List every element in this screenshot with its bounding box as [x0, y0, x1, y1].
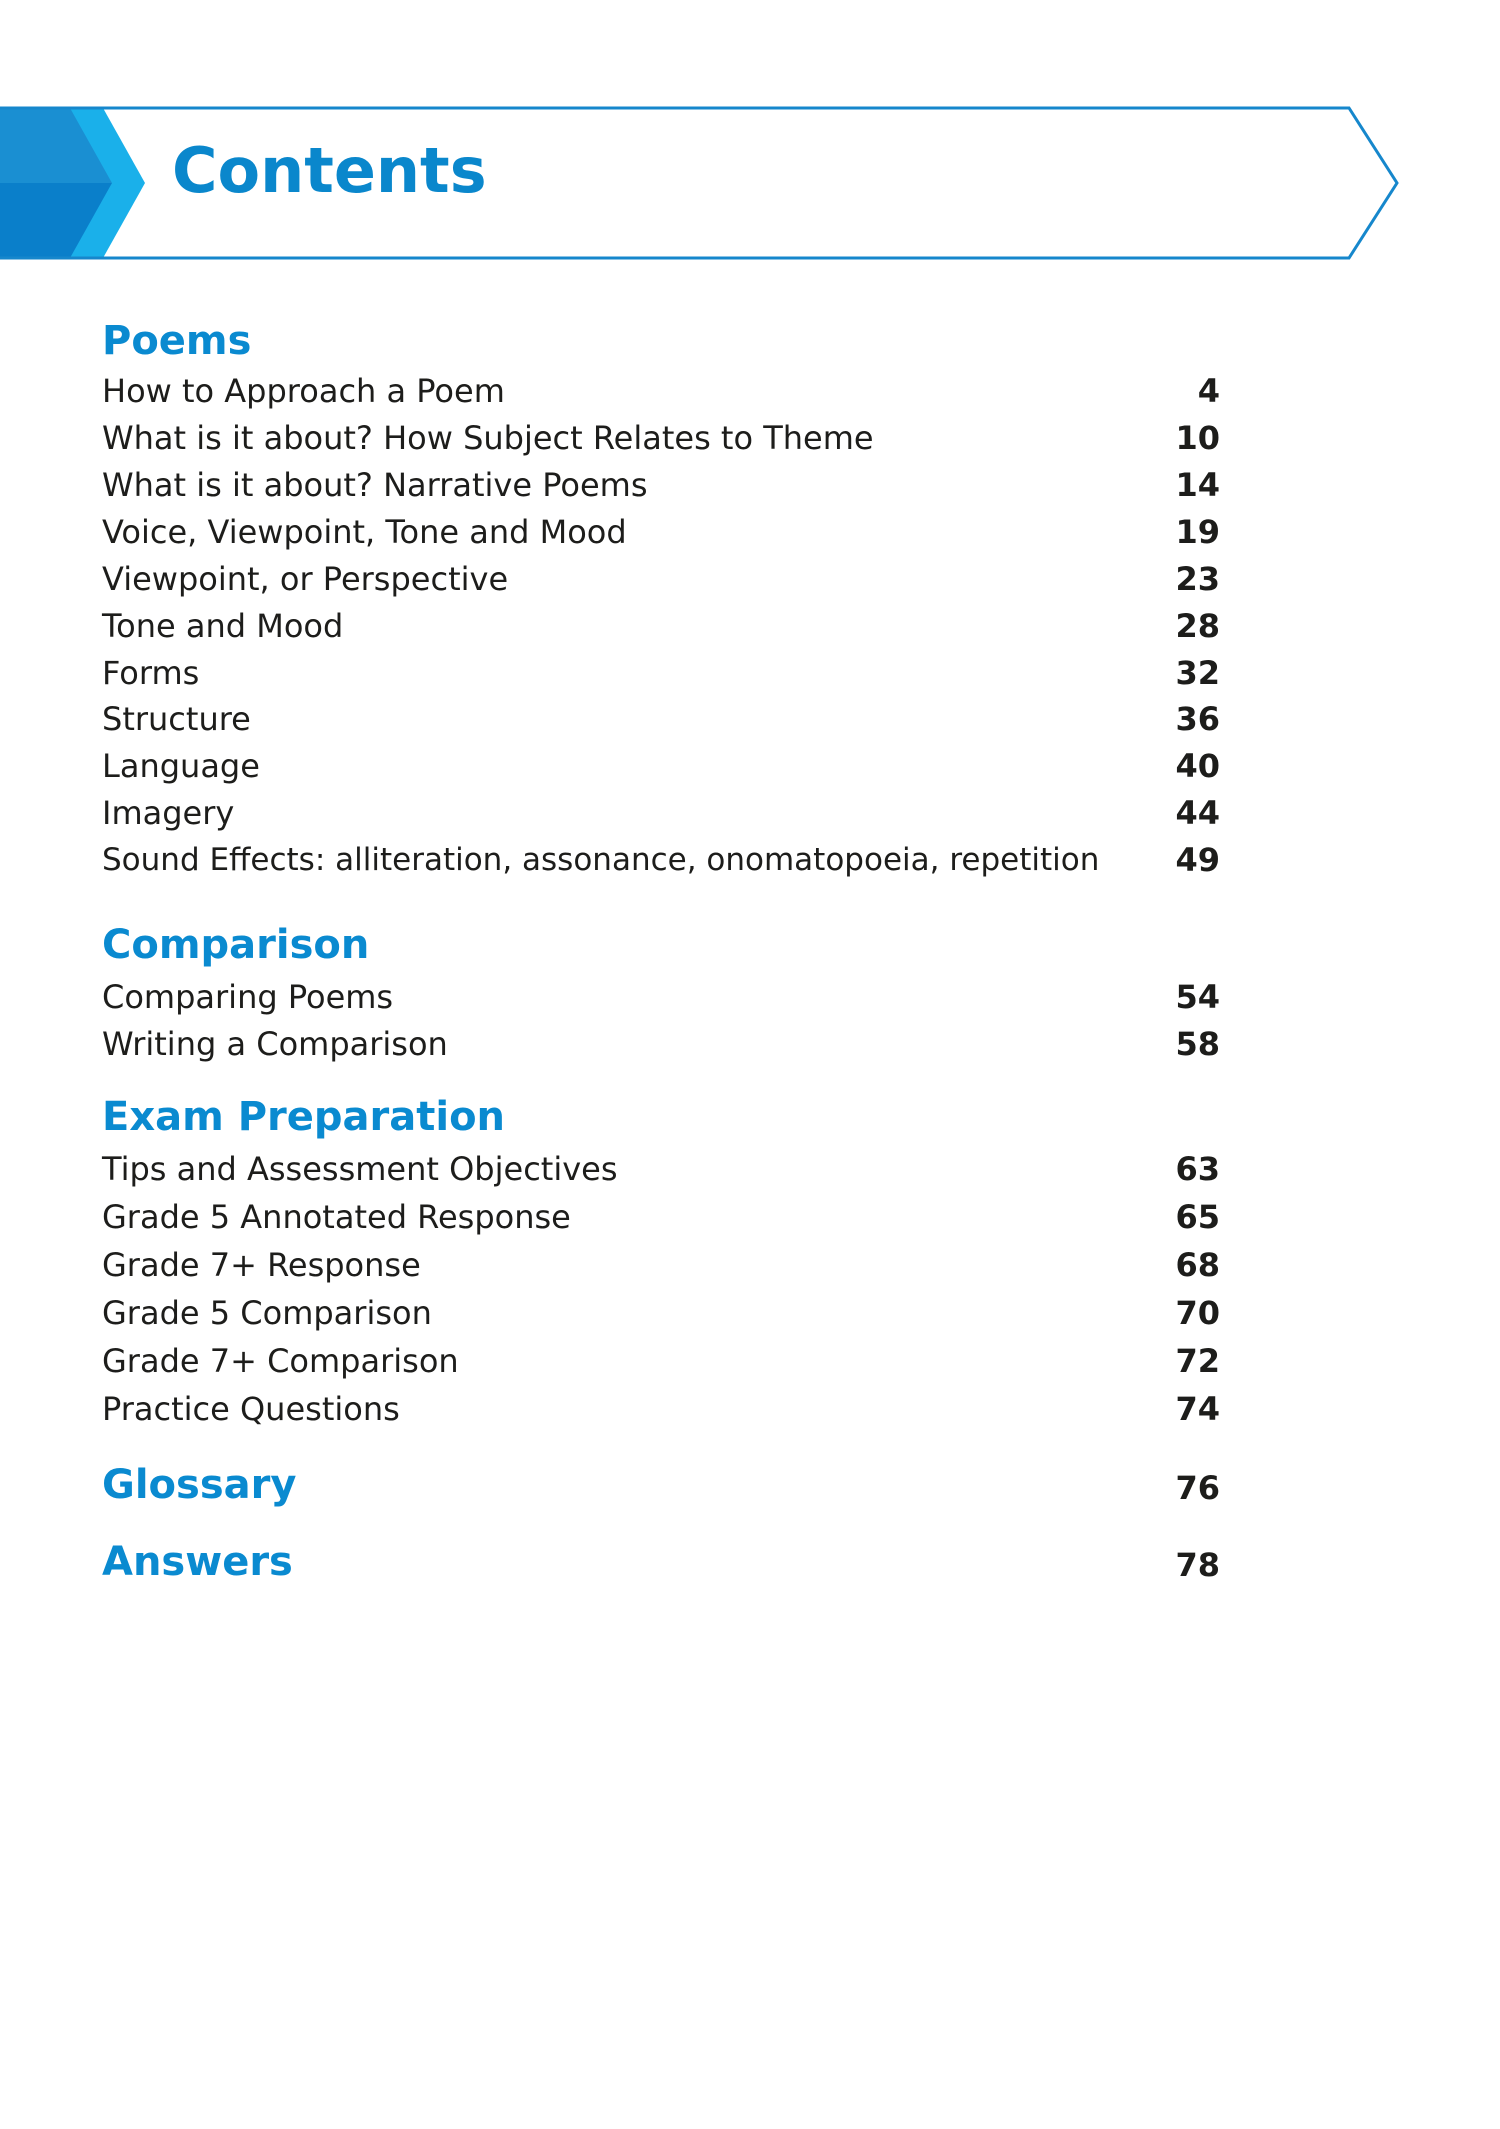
toc-entry-title: Sound Effects: alliteration, assonance, onomatopoeia, repetition — [102, 842, 1100, 878]
page-title: Contents — [172, 134, 487, 207]
toc-row[interactable] — [102, 1193, 1220, 1236]
toc-page-number: 44 — [1175, 794, 1220, 832]
toc-row[interactable] — [102, 789, 1220, 832]
toc-entry-title: Language — [102, 747, 260, 785]
toc-row[interactable] — [102, 555, 1220, 598]
toc-page-number: 72 — [1175, 1342, 1220, 1380]
toc-entry-title: Tips and Assessment Objectives — [102, 1150, 618, 1188]
toc-page-number: 4 — [1197, 372, 1220, 410]
toc-page-number: 49 — [1175, 841, 1220, 879]
toc-page-number: 68 — [1175, 1246, 1220, 1284]
toc-entry-title: Tone and Mood — [102, 607, 344, 645]
toc-page-number: 32 — [1175, 654, 1220, 692]
toc-page-number: 70 — [1175, 1294, 1220, 1332]
glossary-page-number: 76 — [1175, 1469, 1220, 1507]
toc-page-number: 23 — [1175, 560, 1220, 598]
toc-row[interactable] — [102, 695, 1220, 738]
toc-entry-title: Grade 5 Annotated Response — [102, 1198, 571, 1236]
toc-entry-title: Grade 7+ Comparison — [102, 1342, 459, 1380]
toc-page-number: 54 — [1175, 978, 1220, 1016]
toc-page-number: 40 — [1175, 747, 1220, 785]
toc-entry-title: How to Approach a Poem — [102, 372, 505, 410]
toc-row[interactable] — [102, 1385, 1220, 1428]
answers-page-number: 78 — [1175, 1546, 1220, 1584]
section-title-poems: Poems — [102, 318, 252, 364]
section-title-exam-preparation: Exam Preparation — [102, 1094, 506, 1140]
section-title-answers[interactable]: Answers — [102, 1539, 293, 1585]
toc-row[interactable] — [102, 414, 1220, 457]
toc-entry-title: What is it about? How Subject Relates to Theme — [102, 419, 874, 457]
toc-page-number: 10 — [1175, 419, 1220, 457]
toc-row[interactable] — [102, 836, 1220, 879]
toc-row[interactable] — [102, 973, 1220, 1016]
toc-entry-title: Writing a Comparison — [102, 1025, 448, 1063]
toc-page-number: 74 — [1175, 1390, 1220, 1428]
toc-row[interactable] — [102, 602, 1220, 645]
toc-row[interactable] — [102, 1145, 1220, 1188]
toc-entry-title: Grade 7+ Response — [102, 1246, 421, 1284]
toc-page-number: 28 — [1175, 607, 1220, 645]
toc-page-number: 65 — [1175, 1198, 1220, 1236]
section-title-comparison: Comparison — [102, 922, 370, 968]
contents-banner — [0, 104, 1410, 262]
toc-entry-title: Grade 5 Comparison — [102, 1294, 432, 1332]
toc-page-number: 63 — [1175, 1150, 1220, 1188]
toc-row[interactable] — [102, 508, 1220, 551]
toc-row[interactable] — [102, 1337, 1220, 1380]
toc-page-number: 58 — [1175, 1025, 1220, 1063]
toc-entry-title: Comparing Poems — [102, 978, 394, 1016]
toc-entry-title: Structure — [102, 700, 251, 738]
toc-row[interactable] — [102, 1289, 1220, 1332]
toc-entry-title: Viewpoint, or Perspective — [102, 560, 509, 598]
toc-row[interactable] — [102, 649, 1220, 692]
toc-entry-title: Forms — [102, 654, 200, 692]
toc-entry-title: Practice Questions — [102, 1390, 400, 1428]
section-title-glossary[interactable]: Glossary — [102, 1462, 297, 1508]
toc-entry-title: Voice, Viewpoint, Tone and Mood — [102, 513, 627, 551]
toc-row[interactable] — [102, 367, 1220, 410]
toc-entry-title: What is it about? Narrative Poems — [102, 466, 648, 504]
toc-row[interactable] — [102, 742, 1220, 785]
toc-page-number: 14 — [1175, 466, 1220, 504]
toc-page-number: 36 — [1175, 700, 1220, 738]
toc-entry-title: Imagery — [102, 794, 235, 832]
toc-row[interactable] — [102, 461, 1220, 504]
toc-page-number: 19 — [1175, 513, 1220, 551]
toc-row[interactable] — [102, 1020, 1220, 1063]
toc-row[interactable] — [102, 1241, 1220, 1284]
